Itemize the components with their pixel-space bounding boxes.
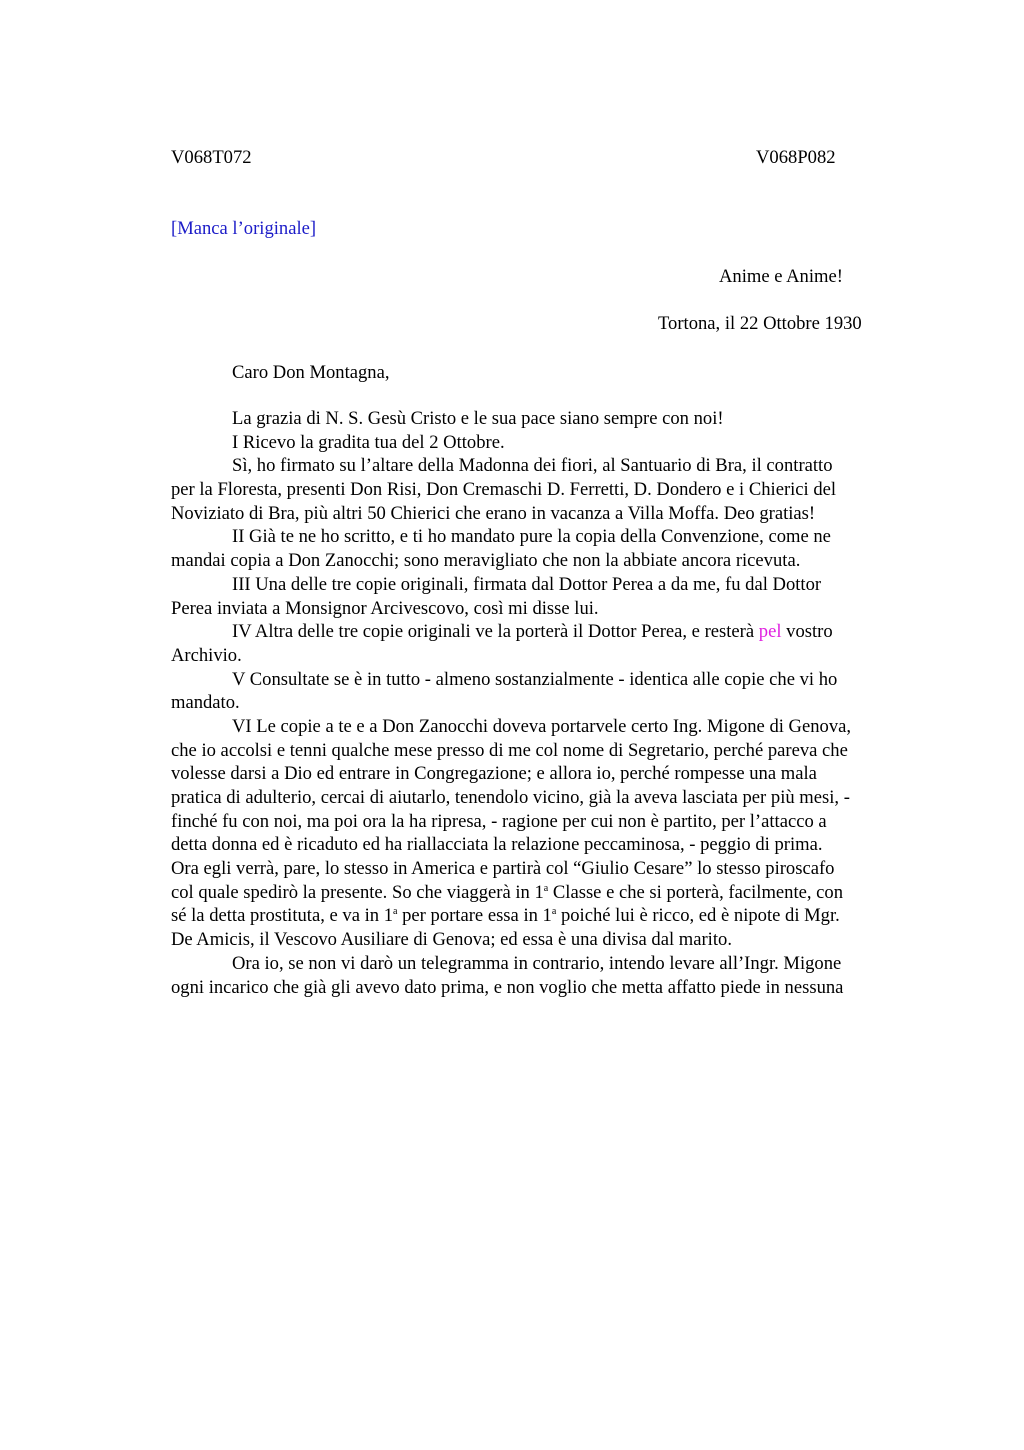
body-line: La grazia di N. S. Gesù Cristo e le sua pace siano sempre con noi!	[232, 408, 724, 429]
body-line-text: Classe e che si porterà, facilmente, con	[548, 881, 844, 903]
letter-motto: Anime e Anime!	[719, 266, 843, 287]
body-line: I Ricevo la gradita tua del 2 Ottobre.	[232, 431, 505, 453]
body-line: per la Floresta, presenti Don Risi, Don Cremaschi D. Ferretti, D. Dondero e i Chierici del	[171, 479, 837, 501]
body-line: III Una delle tre copie originali, firmata dal Dottor Perea a da me, fu dal Dottor	[232, 573, 822, 595]
body-line: finché fu con noi, ma poi ora la ha ripresa, - ragione per cui non è partito, per l’attacco a	[171, 810, 827, 832]
body-line: volesse darsi a Dio ed entrare in Congregazione; e allora io, perché rompesse una mala	[171, 763, 817, 785]
body-line	[171, 904, 931, 928]
body-line: Ora egli verrà, pare, lo stesso in America e partirà col “Giulio Cesare” lo stesso piroscafo	[171, 858, 835, 880]
document-code-right: V068P082	[756, 147, 836, 168]
highlighted-word: pel	[758, 621, 782, 643]
body-line	[171, 881, 931, 905]
body-line: detta donna ed è ricaduto ed ha riallacciata la relazione peccaminosa, - peggio di prima.	[171, 834, 823, 856]
body-line: Perea inviata a Monsignor Arcivescovo, così mi disse lui.	[171, 597, 599, 619]
body-line: mandato.	[171, 692, 240, 714]
letter-salutation: Caro Don Montagna,	[232, 362, 390, 383]
body-line-text: IV Altra delle tre copie originali ve la porterà il Dottor Perea, e resterà	[232, 621, 759, 643]
body-line-text: sé la detta prostituta, e va in 1	[171, 905, 394, 927]
body-line: VI Le copie a te e a Don Zanocchi doveva portarvele certo Ing. Migone di Genova,	[232, 715, 852, 737]
body-line-text: per portare essa in 1	[397, 905, 552, 927]
body-line-text: poiché lui è ricco, ed è nipote di Mgr.	[556, 905, 840, 927]
body-line: Noviziato di Bra, più altri 50 Chierici che erano in vacanza a Villa Moffa. Deo gratias!	[171, 502, 816, 524]
body-line-text: col quale spedirò la presente. So che viaggerà in 1	[171, 881, 544, 903]
body-line: mandai copia a Don Zanocchi; sono meravigliato che non la abbiate ancora ricevuta.	[171, 550, 801, 572]
body-line: De Amicis, il Vescovo Ausiliare di Genova; ed essa è una divisa dal marito.	[171, 929, 732, 951]
body-line: V Consultate se è in tutto - almeno sostanzialmente - identica alle copie che vi ho	[232, 668, 838, 690]
body-line: che io accolsi e tenni qualche mese presso di me col nome di Segretario, perché pareva che	[171, 739, 848, 761]
body-line-text: vostro	[781, 621, 833, 643]
body-line: Sì, ho firmato su l’altare della Madonna dei fiori, al Santuario di Bra, il contratto	[232, 455, 833, 477]
body-line: II Già te ne ho scritto, e ti ho mandato pure la copia della Convenzione, come ne	[232, 526, 831, 548]
letter-body	[171, 407, 931, 999]
letter-dateline: Tortona, il 22 Ottobre 1930	[658, 313, 862, 334]
body-line: Archivio.	[171, 644, 242, 666]
ordinal-superscript: a	[551, 906, 557, 918]
body-line: ogni incarico che già gli avevo dato prima, e non voglio che metta affatto piede in nessuna	[171, 976, 844, 998]
body-line: Ora io, se non vi darò un telegramma in contrario, intendo levare all’Ingr. Migone	[232, 952, 842, 974]
editorial-note: [Manca l’originale]	[171, 218, 317, 239]
document-code-left: V068T072	[171, 147, 252, 168]
body-line	[171, 620, 931, 644]
ordinal-superscript: a	[393, 906, 398, 918]
ordinal-superscript: a	[543, 882, 549, 894]
body-line: pratica di adulterio, cercai di aiutarlo, tenendolo vicino, già la aveva lasciata per più mesi, -	[171, 787, 850, 808]
